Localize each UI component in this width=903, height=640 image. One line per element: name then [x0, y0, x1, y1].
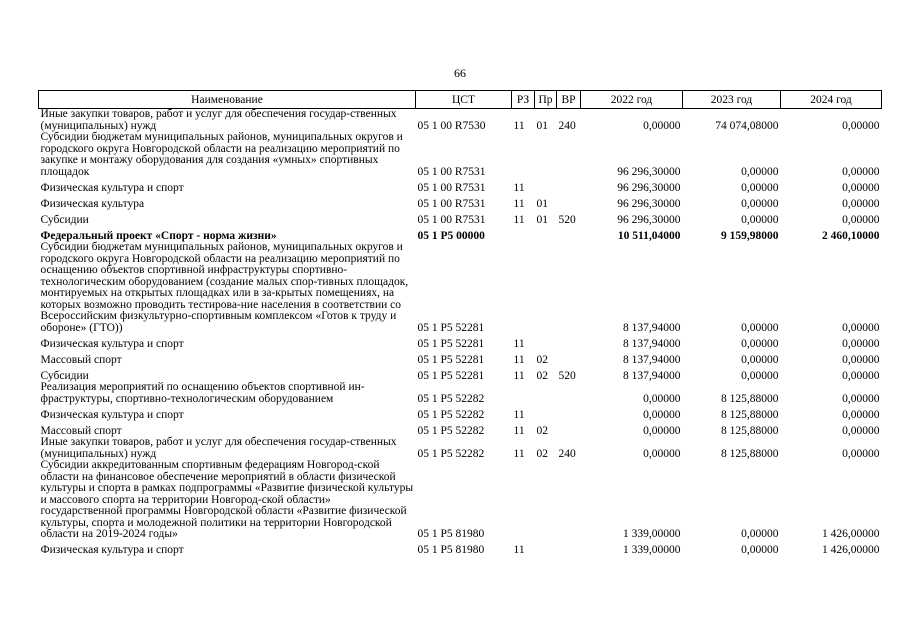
header-vr: ВР	[557, 91, 581, 109]
row-value-2024: 0,00000	[842, 197, 880, 210]
row-value-2023: 0,00000	[741, 213, 779, 226]
table-row	[39, 541, 882, 557]
row-cst: 05 1 P5 81980	[417, 544, 485, 556]
row-cst: 05 1 P5 52282	[417, 424, 485, 437]
row-value-2022: 8 137,94000	[623, 321, 681, 334]
row-value-2022: 1 339,00000	[623, 544, 681, 556]
row-vr	[557, 132, 581, 178]
row-value-2022: 8 137,94000	[623, 337, 681, 350]
table-row	[39, 210, 882, 226]
row-value-2022: 96 296,30000	[617, 197, 681, 210]
row-value-2022: 0,00000	[643, 392, 681, 405]
row-name: Субсидии бюджетам муниципальных районов, муниципальных округов и городского округа Новгородской области на реализацию мероприятий по оснащению объектов спортивной инфраструктуры спортивно-технологическим оборудованием (создание малых спор-тивных площадок, монтируемых на открытых площадках или в за-крытых помещениях, на которых возможно проводить тестирова-ние населения в соответствии со Всероссийским физкультурно-спортивным комплексом «Готов к труду и обороне» (ГТО))	[40, 241, 409, 334]
row-vr: 240	[558, 119, 576, 132]
table-row	[39, 382, 882, 405]
row-value-2023: 8 125,88000	[721, 447, 779, 460]
table-row	[39, 242, 882, 334]
row-value-2023: 0,00000	[741, 197, 779, 210]
row-vr	[557, 421, 581, 437]
row-rz	[512, 460, 535, 541]
row-value-2023: 8 125,88000	[721, 424, 779, 437]
row-cst: 05 1 00 R7531	[417, 165, 486, 178]
row-cst: 05 1 P5 52282	[417, 408, 485, 421]
row-value-2023: 9 159,98000	[721, 229, 779, 242]
row-name: Субсидии	[40, 213, 89, 226]
row-name: Массовый спорт	[40, 353, 122, 366]
row-rz	[512, 226, 535, 242]
row-value-2024: 0,00000	[842, 213, 880, 226]
row-rz: 11	[513, 408, 525, 421]
row-rz: 11	[513, 181, 525, 194]
row-name: Физическая культура и спорт	[40, 181, 184, 194]
row-pr: 02	[536, 353, 548, 366]
row-vr: 520	[558, 369, 576, 382]
row-value-2023: 0,00000	[741, 337, 779, 350]
row-value-2024: 0,00000	[842, 424, 880, 437]
row-name: Субсидии	[40, 369, 89, 382]
row-value-2023: 74 074,08000	[715, 119, 779, 132]
table-row	[39, 350, 882, 366]
row-pr: 02	[536, 369, 548, 382]
table-row	[39, 437, 882, 460]
table-row	[39, 194, 882, 210]
row-rz: 11	[513, 447, 525, 460]
row-rz	[512, 382, 535, 405]
row-pr	[535, 132, 557, 178]
row-cst: 05 1 P5 52282	[417, 392, 485, 405]
row-cst: 05 1 00 R7531	[417, 213, 486, 226]
row-name: Физическая культура и спорт	[40, 408, 184, 421]
row-value-2024: 0,00000	[842, 353, 880, 366]
row-pr: 01	[536, 197, 548, 210]
table-row	[39, 226, 882, 242]
row-pr: 01	[536, 213, 548, 226]
row-rz: 11	[513, 544, 525, 556]
header-2022: 2022 год	[581, 91, 683, 109]
row-name: Иные закупки товаров, работ и услуг для обеспечения государ-ственных (муниципальных) нужд	[40, 436, 397, 460]
row-pr	[535, 242, 557, 334]
table-row	[39, 421, 882, 437]
row-rz	[512, 132, 535, 178]
row-value-2023: 0,00000	[741, 369, 779, 382]
row-value-2022: 0,00000	[643, 408, 681, 421]
row-vr	[557, 334, 581, 350]
row-value-2022: 96 296,30000	[617, 165, 681, 178]
row-pr: 01	[536, 119, 548, 132]
row-rz: 11	[513, 353, 525, 366]
table-row	[39, 132, 882, 178]
row-value-2023: 8 125,88000	[721, 392, 779, 405]
row-pr	[535, 460, 557, 541]
header-rz: РЗ	[512, 91, 535, 109]
budget-table	[38, 90, 882, 557]
row-cst: 05 1 00 R7530	[417, 119, 486, 132]
row-rz: 11	[513, 119, 525, 132]
row-value-2022: 96 296,30000	[617, 181, 681, 194]
row-name: Реализация мероприятий по оснащению объектов спортивной ин-фраструктуры, спортивно-технологическим оборудованием	[40, 381, 365, 405]
header-2023: 2023 год	[683, 91, 781, 109]
row-name: Субсидии аккредитованным спортивным федерациям Новгород-ской области на финансовое обеспечение мероприятий в области физической культуры и спорта в рамках подпрограммы «Развитие физической культуры и массового спорта на территории Новгород-ской области» государственной программы Новгородской области «Развитие физической культуры, спорта и молодежной политики на территории Новгородской области на 2019-2024 годы»	[40, 459, 414, 540]
row-vr	[557, 242, 581, 334]
row-cst: 05 1 P5 52281	[417, 337, 485, 350]
table-header-row	[39, 91, 882, 109]
row-cst: 05 1 P5 52281	[417, 369, 485, 382]
row-rz: 11	[513, 337, 525, 350]
row-name: Физическая культура и спорт	[40, 544, 184, 556]
row-value-2024: 0,00000	[842, 337, 880, 350]
row-vr	[557, 194, 581, 210]
row-vr	[557, 226, 581, 242]
row-pr: 02	[536, 424, 548, 437]
row-pr	[535, 541, 557, 557]
row-rz: 11	[513, 213, 525, 226]
row-value-2022: 1 339,00000	[623, 528, 681, 540]
row-name: Федеральный проект «Спорт - норма жизни»	[40, 229, 277, 242]
table-row	[39, 109, 882, 133]
row-value-2022: 96 296,30000	[617, 213, 681, 226]
row-vr: 520	[558, 213, 576, 226]
row-value-2024: 0,00000	[842, 165, 880, 178]
table-row	[39, 405, 882, 421]
row-vr	[557, 178, 581, 194]
row-value-2023: 8 125,88000	[721, 408, 779, 421]
row-cst: 05 1 P5 52281	[417, 321, 485, 334]
row-value-2022: 8 137,94000	[623, 369, 681, 382]
row-value-2023: 0,00000	[741, 353, 779, 366]
row-cst: 05 1 P5 52281	[417, 353, 485, 366]
row-value-2022: 8 137,94000	[623, 353, 681, 366]
row-value-2024: 0,00000	[842, 181, 880, 194]
row-rz: 11	[513, 369, 525, 382]
table-row	[39, 178, 882, 194]
table-row	[39, 366, 882, 382]
row-pr	[535, 334, 557, 350]
header-cst: ЦСТ	[416, 91, 512, 109]
row-value-2022: 0,00000	[643, 447, 681, 460]
row-pr	[535, 226, 557, 242]
row-rz	[512, 242, 535, 334]
row-pr: 02	[536, 447, 548, 460]
table-body	[39, 109, 882, 557]
row-value-2022: 0,00000	[643, 424, 681, 437]
row-cst: 05 1 P5 52282	[417, 447, 485, 460]
row-pr	[535, 405, 557, 421]
row-vr: 240	[558, 447, 576, 460]
header-pr: Пр	[535, 91, 557, 109]
table-row	[39, 334, 882, 350]
row-value-2024: 0,00000	[842, 119, 880, 132]
row-value-2024: 1 426,00000	[822, 544, 880, 556]
row-vr	[557, 405, 581, 421]
row-value-2024: 0,00000	[842, 392, 880, 405]
row-cst: 05 1 00 R7531	[417, 197, 486, 210]
row-cst: 05 1 P5 81980	[417, 528, 485, 540]
row-value-2024: 0,00000	[842, 408, 880, 421]
row-value-2024: 0,00000	[842, 447, 880, 460]
row-name: Массовый спорт	[40, 424, 122, 437]
row-pr	[535, 178, 557, 194]
row-name: Субсидии бюджетам муниципальных районов, муниципальных округов и городского округа Новгородской области на реализацию мероприятий по закупке и монтажу оборудования для создания «умных» спортивных площадок	[40, 131, 403, 178]
row-name: Физическая культура и спорт	[40, 337, 184, 350]
row-value-2024: 0,00000	[842, 321, 880, 334]
table-row	[39, 460, 882, 541]
page-number: 66	[454, 66, 466, 80]
row-value-2024: 1 426,00000	[822, 528, 880, 540]
row-value-2023: 0,00000	[741, 321, 779, 334]
header-name: Наименование	[39, 91, 416, 109]
row-cst: 05 1 00 R7531	[417, 181, 486, 194]
row-vr	[557, 350, 581, 366]
row-vr	[557, 382, 581, 405]
row-value-2023: 0,00000	[741, 181, 779, 194]
row-rz: 11	[513, 424, 525, 437]
row-value-2022: 10 511,04000	[617, 229, 681, 242]
row-rz: 11	[513, 197, 525, 210]
row-cst: 05 1 P5 00000	[417, 229, 485, 242]
row-name: Иные закупки товаров, работ и услуг для обеспечения государ-ственных (муниципальных) нужд	[40, 108, 397, 132]
row-value-2022: 0,00000	[643, 119, 681, 132]
row-value-2023: 0,00000	[741, 165, 779, 178]
row-name: Физическая культура	[40, 197, 145, 210]
row-value-2024: 0,00000	[842, 369, 880, 382]
row-vr	[557, 460, 581, 541]
row-pr	[535, 382, 557, 405]
row-value-2024: 2 460,10000	[822, 229, 880, 242]
row-value-2023: 0,00000	[741, 544, 779, 556]
header-2024: 2024 год	[781, 91, 882, 109]
row-value-2023: 0,00000	[741, 528, 779, 540]
row-vr	[557, 541, 581, 557]
